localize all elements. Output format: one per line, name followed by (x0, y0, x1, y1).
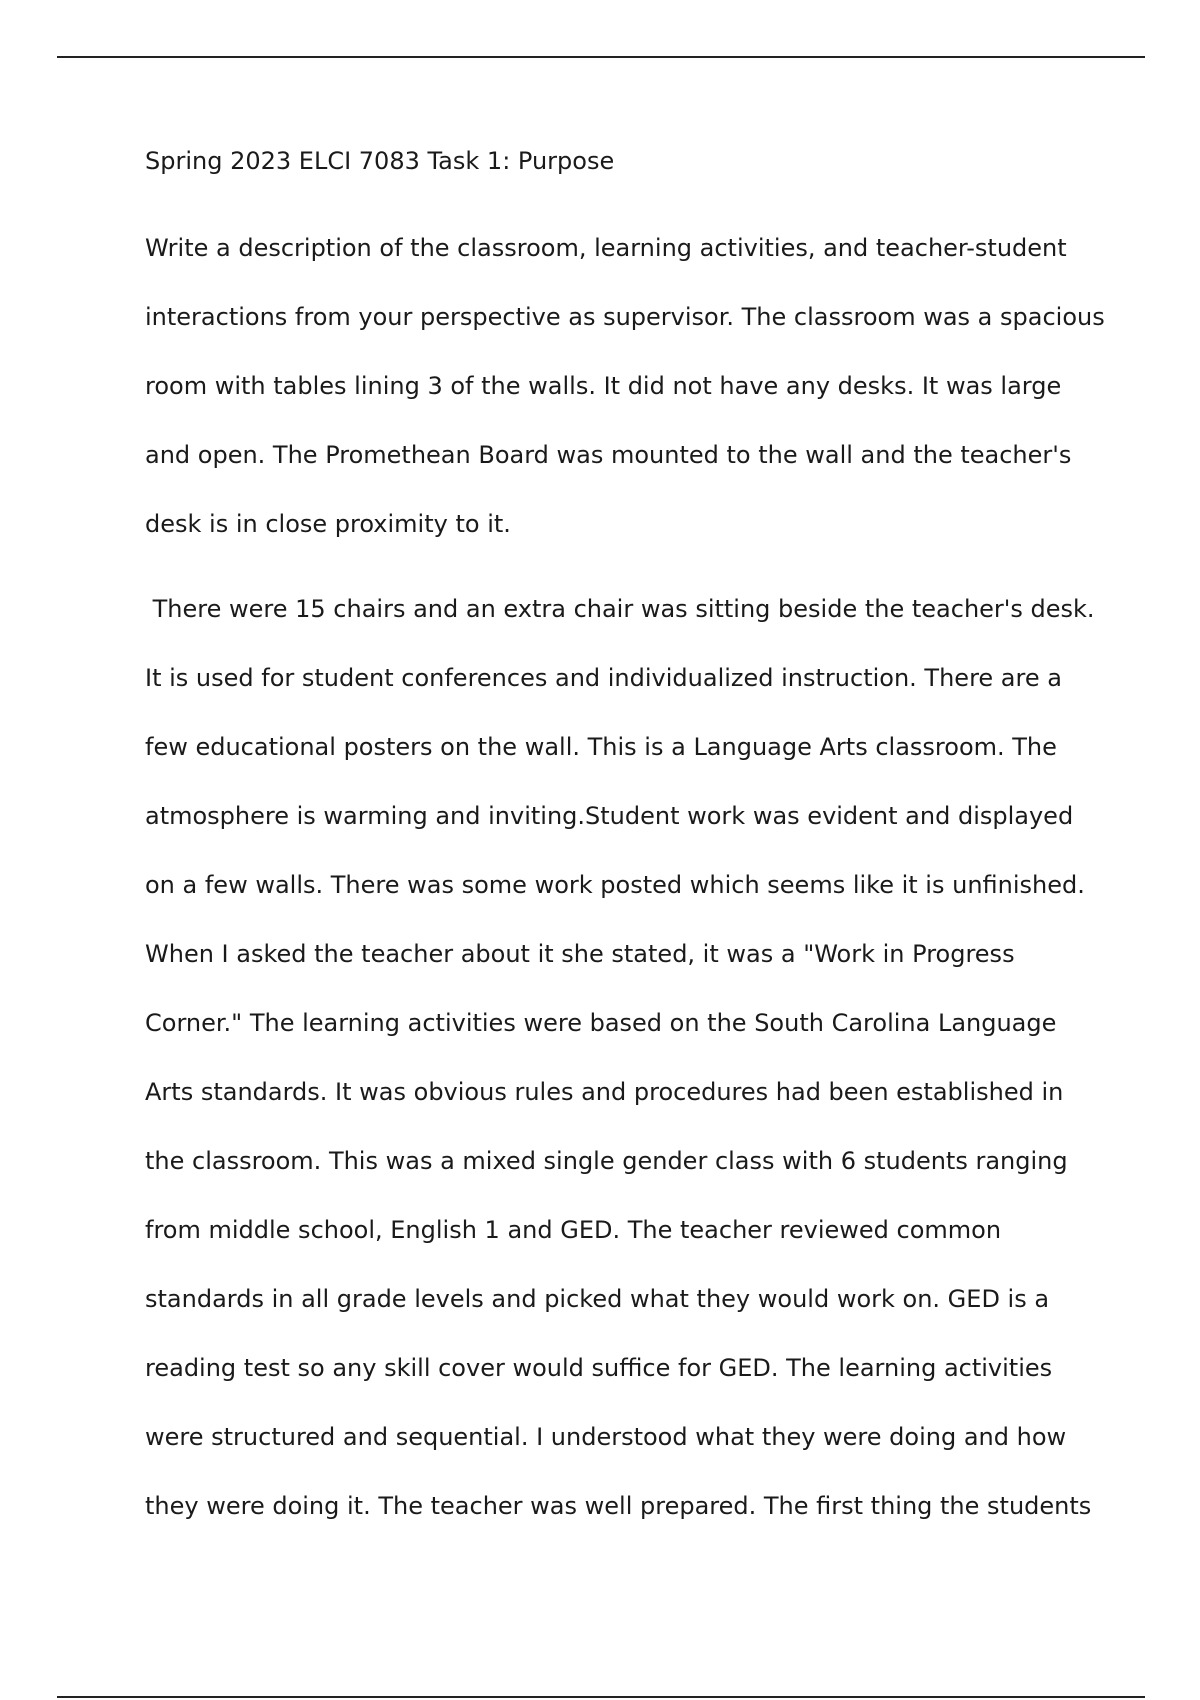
text-line: It is used for student conferences and individualized instruction. There are a (145, 664, 1062, 692)
text-line: and open. The Promethean Board was mounted to the wall and the teacher's (145, 441, 1072, 469)
text-line: desk is in close proximity to it. (145, 510, 511, 538)
text-line: atmosphere is warming and inviting.Student work was evident and displayed (145, 802, 1074, 830)
bottom-divider (57, 1696, 1145, 1698)
paragraph-2 (145, 575, 1095, 1541)
text-line: were structured and sequential. I understood what they were doing and how (145, 1423, 1067, 1451)
text-line: the classroom. This was a mixed single gender class with 6 students ranging (145, 1147, 1068, 1175)
text-line: room with tables lining 3 of the walls. It did not have any desks. It was large (145, 372, 1062, 400)
text-line: they were doing it. The teacher was well prepared. The first thing the students (145, 1492, 1092, 1520)
text-line: standards in all grade levels and picked what they would work on. GED is a (145, 1285, 1050, 1313)
document-title: Spring 2023 ELCI 7083 Task 1: Purpose (145, 147, 615, 175)
text-line: reading test so any skill cover would suffice for GED. The learning activities (145, 1354, 1053, 1382)
text-line: When I asked the teacher about it she stated, it was a "Work in Progress (145, 940, 1015, 968)
text-line: on a few walls. There was some work posted which seems like it is unfinished. (145, 871, 1085, 899)
top-divider (57, 56, 1145, 58)
text-line: interactions from your perspective as supervisor. The classroom was a spacious (145, 303, 1105, 331)
text-line: Arts standards. It was obvious rules and procedures had been established in (145, 1078, 1064, 1106)
text-line: few educational posters on the wall. This is a Language Arts classroom. The (145, 733, 1057, 761)
text-line: There were 15 chairs and an extra chair was sitting beside the teacher's desk. (145, 595, 1095, 623)
paragraph-1 (145, 214, 1105, 559)
text-line: Write a description of the classroom, learning activities, and teacher-student (145, 234, 1067, 262)
text-line: Corner." The learning activities were based on the South Carolina Language (145, 1009, 1057, 1037)
text-line: from middle school, English 1 and GED. The teacher reviewed common (145, 1216, 1002, 1244)
